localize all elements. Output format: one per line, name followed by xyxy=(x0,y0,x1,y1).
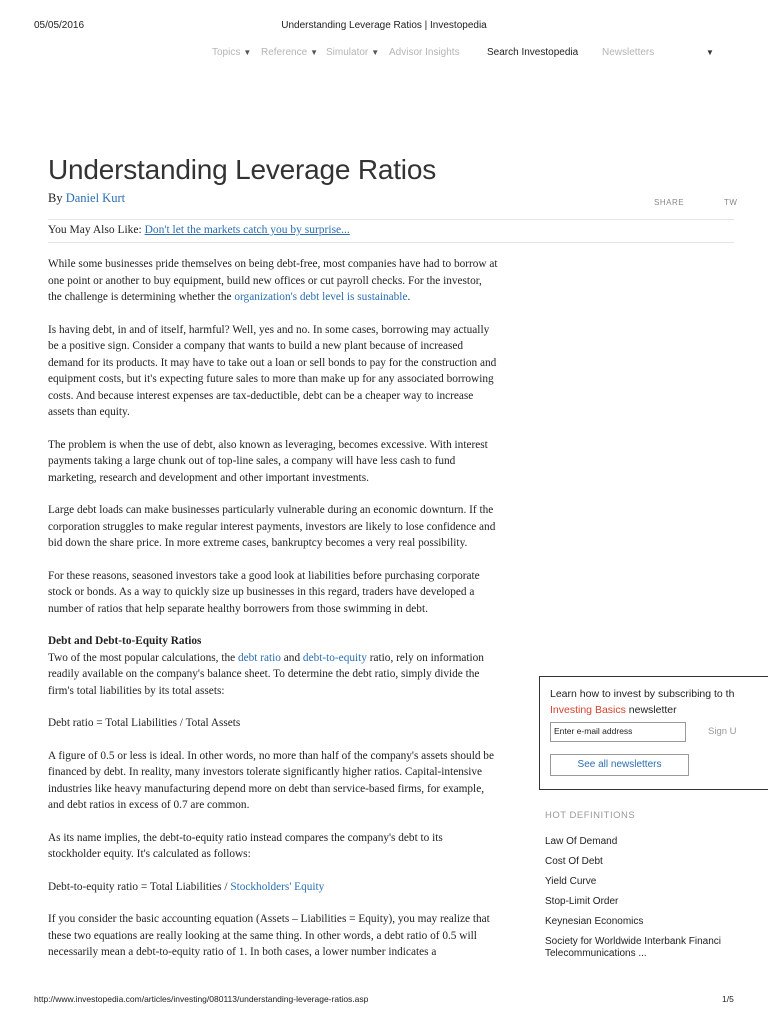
paragraph: Is having debt, in and of itself, harmful? Well, yes and no. In some cases, borrowing may actually be a positive sign. Consider a company that wants to build a new plant because of increased demand for its products. It may have to take out a loan or sell bonds to pay for the construction and equipment costs, but it's expecting future sales to more than make up for any associated borrowing costs. And because interest expenses are tax-deductible, debt can be a cheaper way to increase assets than equity. xyxy=(48,323,497,418)
print-date: 05/05/2016 xyxy=(34,20,85,31)
newsletter-prompt: Learn how to invest by subscribing to th xyxy=(550,688,735,700)
list-item[interactable]: Yield Curve xyxy=(545,876,597,887)
paragraph: Two of the most popular calculations, the debt ratio and debt-to-equity ratio, rely on information readily available on the company's balance sheet. To determine the debt ratio, simply divide the firm's total liabilities by its total assets: xyxy=(48,651,484,697)
nav-advisor-insights[interactable]: Advisor Insights xyxy=(389,47,460,58)
print-page-title: Understanding Leverage Ratios | Investopedia xyxy=(281,20,487,31)
formula: Debt-to-equity ratio = Total Liabilities / Stockholders' Equity xyxy=(48,880,325,893)
paragraph: The problem is when the use of debt, also known as leveraging, becomes excessive. With interest payments taking a large chunk out of top-line sales, a company will have less cash to fund marketing, research and development and other important investments. xyxy=(48,438,488,484)
see-all-newsletters-button[interactable]: See all newsletters xyxy=(550,754,689,776)
share-button[interactable]: SHARE xyxy=(654,198,685,207)
nav-simulator[interactable]: Simulator ▼ xyxy=(326,47,380,58)
sign-up-button[interactable]: Sign U xyxy=(708,726,737,737)
print-url: http://www.investopedia.com/articles/investing/080113/understanding-leverage-ratios.asp xyxy=(34,994,369,1004)
article-body xyxy=(48,256,498,977)
hot-definitions-title: HOT DEFINITIONS xyxy=(545,810,636,821)
chevron-down-icon[interactable]: ▼ xyxy=(706,48,714,57)
list-item[interactable]: Law Of Demand xyxy=(545,836,618,847)
list-item[interactable]: Cost Of Debt xyxy=(545,856,603,867)
nav-topics[interactable]: Topics ▼ xyxy=(212,47,252,58)
twitter-share-button[interactable]: TW xyxy=(724,198,738,207)
paragraph: Large debt loads can make businesses particularly vulnerable during an economic downturn. If the corporation struggles to make regular interest payments, investors are likely to lose confidence and bid down the share price. In more extreme cases, bankruptcy becomes a very real possibility. xyxy=(48,504,496,549)
chevron-down-icon: ▼ xyxy=(310,48,319,57)
paragraph: If you consider the basic accounting equation (Assets – Liabilities = Equity), you may realize that these two equations are really looking at the same thing. In other words, a debt ratio of 0.5 will necessarily mean a debt-to-equity ratio of 1. In both cases, a lower number indicates a xyxy=(48,913,490,958)
page-number: 1/5 xyxy=(722,994,734,1004)
paragraph: While some businesses pride themselves on being debt-free, most companies have had to borrow at one point or another to buy equipment, build new offices or cut payroll checks. For the investor, the challenge is determining whether the organization's debt level is sustainable. xyxy=(48,258,498,303)
chevron-down-icon: ▼ xyxy=(243,48,252,57)
hot-definitions-list xyxy=(545,836,768,966)
formula: Debt ratio = Total Liabilities / Total Assets xyxy=(48,717,241,729)
paragraph: For these reasons, seasoned investors take a good look at liabilities before purchasing corporate stock or bonds. As a way to quickly size up businesses in this regard, traders have developed a number of ratios that help separate healthy borrowers from those swimming in debt. xyxy=(48,569,480,615)
section-heading: Debt and Debt-to-Equity Ratios xyxy=(48,635,202,647)
print-header xyxy=(0,20,768,34)
author-link[interactable]: Daniel Kurt xyxy=(65,191,126,205)
debt-level-link[interactable]: organization's debt level is sustainable xyxy=(234,291,408,303)
also-like: You May Also Like: Don't let the markets catch you by surprise... xyxy=(48,224,350,236)
top-navigation xyxy=(0,47,768,63)
nav-reference[interactable]: Reference ▼ xyxy=(261,47,319,58)
paragraph: A figure of 0.5 or less is ideal. In other words, no more than half of the company's assets should be financed by debt. In reality, many investors tolerate significantly higher ratios. Capital-intensive industries like heavy manufacturing depend more on debt than service-based firms, for example, and debt ratios in excess of 0.7 are common. xyxy=(48,749,494,811)
newsletter-name: Investing Basics newsletter xyxy=(550,704,677,716)
debt-to-equity-link[interactable]: debt-to-equity xyxy=(302,651,367,664)
also-like-link[interactable]: Don't let the markets catch you by surprise... xyxy=(144,224,350,236)
list-item[interactable]: Society for Worldwide Interbank Financi Telecommunications ... xyxy=(545,936,722,959)
search-input[interactable]: Search Investopedia xyxy=(487,47,579,58)
newsletter-signup-box xyxy=(539,676,768,790)
byline: By Daniel Kurt xyxy=(48,191,126,205)
divider xyxy=(48,242,734,243)
list-item[interactable]: Stop-Limit Order xyxy=(545,896,619,907)
email-field[interactable]: Enter e-mail address xyxy=(550,722,686,742)
debt-ratio-link[interactable]: debt ratio xyxy=(237,651,281,664)
chevron-down-icon: ▼ xyxy=(371,48,380,57)
stockholders-equity-link[interactable]: Stockholders' Equity xyxy=(230,880,325,893)
paragraph: As its name implies, the debt-to-equity ratio instead compares the company's debt to its stockholder equity. It's calculated as follows: xyxy=(48,831,443,860)
list-item[interactable]: Keynesian Economics xyxy=(545,916,644,927)
divider xyxy=(48,219,734,220)
nav-newsletters[interactable]: Newsletters xyxy=(602,47,655,58)
article-title: Understanding Leverage Ratios xyxy=(48,154,437,185)
